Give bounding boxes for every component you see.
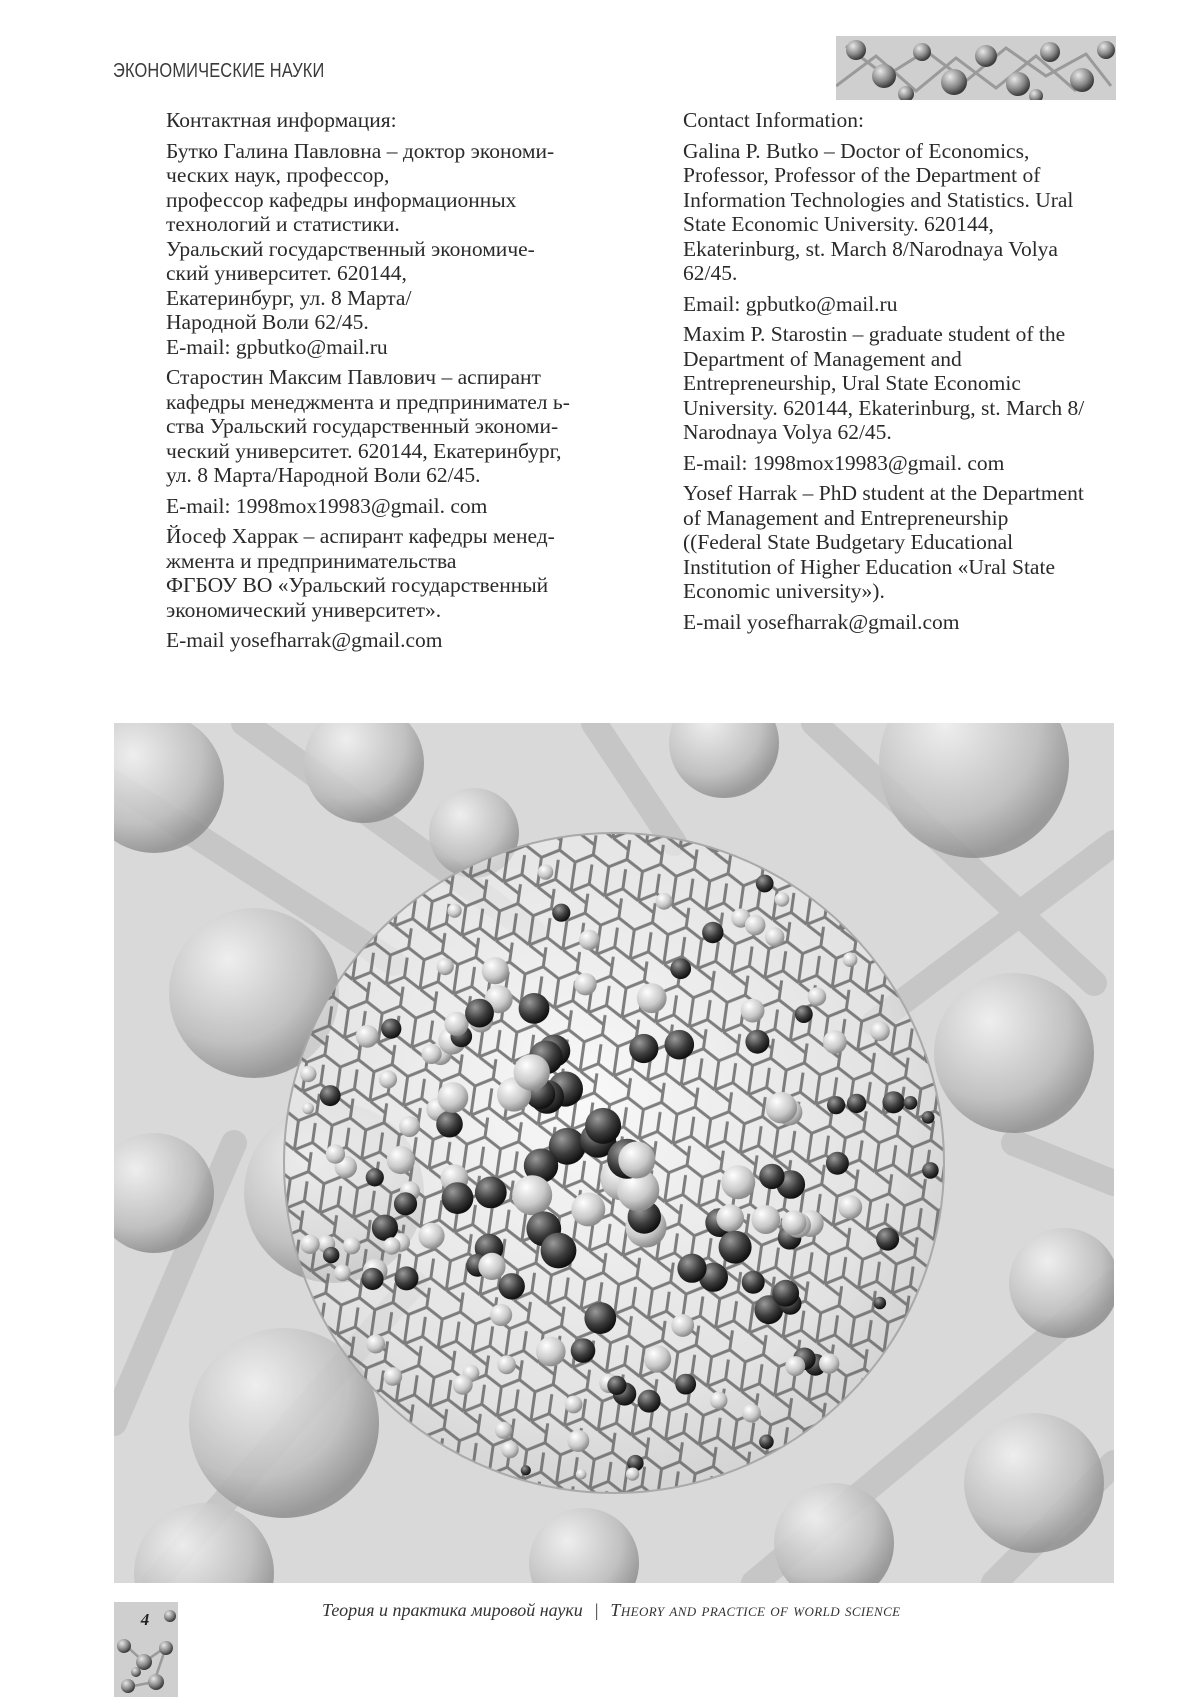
atom-sphere [495, 1422, 512, 1439]
atom-sphere [300, 1066, 316, 1082]
atom-sphere [436, 1111, 463, 1138]
atom-sphere [356, 1025, 379, 1048]
atom-sphere [442, 1182, 474, 1214]
text-line: Maxim P. Starostin – graduate student of the [683, 322, 1066, 346]
header-molecule-image [836, 36, 1116, 100]
text-line: экономический университет». [166, 597, 442, 622]
ru-contact-starostin [166, 365, 686, 488]
atom-sphere [482, 957, 509, 984]
en-email-butko: Email: gpbutko@mail.ru [683, 291, 898, 316]
atom-sphere [721, 1165, 755, 1199]
atom-sphere [366, 1335, 385, 1354]
atom-sphere [383, 1237, 400, 1254]
atom-sphere [490, 1304, 512, 1326]
en-email-harrak: E-mail yosefharrak@gmail.com [683, 609, 960, 634]
atom-sphere [677, 1254, 706, 1283]
atom-sphere [618, 1142, 655, 1179]
text-line: жмента и предпринимательства [166, 548, 457, 573]
atom-sphere [656, 893, 673, 910]
atom-sphere [826, 1152, 849, 1175]
text-line: ФГБОУ ВО «Уральский государственный [166, 573, 549, 597]
atom-sphere [742, 1404, 761, 1423]
text-line: Ekaterinburg, st. March 8/Narodnaya Volya [683, 236, 1058, 261]
atom-sphere [745, 1030, 769, 1054]
fullerene-molecule-illustration [114, 723, 1114, 1583]
atom-sphere [675, 1374, 696, 1395]
text-line: ((Federal State Budgetary Educational [683, 530, 1014, 554]
atom-sphere [772, 1280, 799, 1307]
text-line: Information Technologies and Statistics. Ural [683, 187, 1074, 212]
atom-sphere [670, 958, 691, 979]
atom-sphere [571, 1338, 596, 1363]
text-line: Economic university»). [683, 579, 885, 603]
atom-sphere [756, 875, 774, 893]
footer-separator: | [594, 1600, 599, 1620]
text-line: Entrepreneurship, Ural State Economic [683, 371, 1021, 395]
atom-sphere [629, 1034, 658, 1063]
text-line: ул. 8 Марта/Народной Воли 62/45. [166, 463, 481, 487]
atom-sphere [870, 1022, 890, 1042]
atom-sphere [766, 1092, 797, 1123]
journal-title-en: Theory and practice of world science [610, 1600, 901, 1620]
atom-sphere [302, 1103, 314, 1115]
text-line: технологий и статистики. [166, 212, 400, 236]
text-line: 62/45. [683, 261, 738, 285]
atom-sphere [759, 1435, 774, 1450]
atom-sphere [626, 1468, 639, 1481]
atom-sphere [574, 973, 596, 995]
atom-sphere [438, 1082, 469, 1113]
section-title: ЭКОНОМИЧЕСКИЕ НАУКИ [113, 60, 325, 82]
atom-sphere [538, 864, 553, 879]
atom-sphere [343, 1237, 360, 1254]
email-text: E-mail: gpbutko@mail.ru [166, 334, 388, 359]
atom-sphere [372, 1215, 398, 1241]
atom-sphere [719, 1231, 752, 1264]
text-line: Narodnaya Volya 62/45. [683, 420, 892, 444]
atom-sphere [584, 1302, 616, 1334]
text-line: of Management and Entrepreneurship [683, 505, 1009, 530]
atom-sphere [366, 1168, 384, 1186]
atom-sphere [453, 1375, 473, 1395]
atom-sphere [827, 1096, 845, 1114]
text-line: University. 620144, Ekaterinburg, st. March 8/ [683, 395, 1085, 420]
journal-title-ru: Теория и практика мировой науки [322, 1600, 583, 1620]
atom-sphere [576, 1469, 587, 1480]
atom-sphere [741, 999, 765, 1023]
atom-sphere [444, 1012, 468, 1036]
atom-sphere [819, 1353, 839, 1373]
text-line: Бутко Галина Павловна – доктор экономи- [166, 138, 555, 163]
atom-sphere [552, 904, 570, 922]
atom-sphere [607, 1376, 626, 1395]
en-contact-starostin [683, 322, 1123, 445]
atom-sphere [387, 1146, 415, 1174]
text-line: ский университет. 620144, [166, 261, 407, 285]
atom-sphere [381, 1019, 401, 1039]
atom-sphere [418, 1223, 444, 1249]
atom-sphere [384, 1367, 403, 1386]
text-line: Старостин Максим Павлович – аспирант [166, 365, 541, 389]
atom-sphere [823, 1030, 847, 1054]
page-number: 4 [140, 1610, 150, 1629]
atom-sphere [512, 1175, 552, 1215]
atom-sphere [541, 1233, 577, 1269]
atom-sphere [874, 1297, 887, 1310]
text-line: профессор кафедры информационных [166, 187, 517, 212]
atom-sphere [320, 1085, 341, 1106]
text-line: Galina P. Butko – Doctor of Economics, [683, 138, 1030, 163]
atom-sphere [514, 1054, 550, 1090]
atom-sphere [665, 1030, 695, 1060]
atom-sphere [808, 987, 827, 1006]
atom-sphere [571, 1192, 605, 1226]
en-contact-harrak [683, 481, 1123, 604]
ru-email-starostin: E-mail: 1998mox19983@gmail. com [166, 493, 488, 518]
atom-sphere [638, 1390, 661, 1413]
atom-sphere [710, 1392, 728, 1410]
atom-sphere [752, 1205, 781, 1234]
atom-sphere [795, 1005, 813, 1023]
atom-sphere [326, 1144, 345, 1163]
atom-sphere [644, 1345, 671, 1372]
atom-sphere [716, 1204, 744, 1232]
ru-heading: Контактная информация: [166, 108, 397, 132]
en-contact-butko [683, 139, 1123, 286]
atom-sphere [637, 983, 667, 1013]
atom-sphere [922, 1111, 935, 1124]
contact-info-russian [166, 108, 686, 659]
atom-sphere [519, 993, 550, 1024]
atom-sphere [395, 1266, 419, 1290]
text-line: Yosef Harrak – PhD student at the Department [683, 481, 1084, 505]
atom-sphere [702, 922, 723, 943]
atom-sphere [785, 1356, 805, 1376]
atom-sphere [838, 1195, 862, 1219]
text-line: ческий университет. 620144, Екатеринбург, [166, 438, 562, 463]
text-line: ства Уральский государственный экономи- [166, 414, 559, 438]
text-line: Institution of Higher Education «Ural State [683, 554, 1055, 579]
atom-sphere [501, 1441, 518, 1458]
text-line: Уральский государственный экономиче- [166, 236, 535, 261]
atom-sphere [882, 1091, 904, 1113]
atom-sphere [399, 1116, 420, 1137]
atom-sphere [782, 1210, 807, 1235]
atom-sphere [422, 1044, 442, 1064]
atom-sphere [847, 1094, 866, 1113]
contact-info-english [683, 108, 1123, 640]
text-line: кафедры менеджмента и предпринимател ь- [166, 389, 570, 414]
atom-sphere [904, 1096, 918, 1110]
text-line: Екатеринбург, ул. 8 Марта/ [166, 285, 412, 310]
text-line: Народной Воли 62/45. [166, 310, 369, 334]
atom-sphere [759, 1164, 784, 1189]
atom-sphere [379, 1070, 397, 1088]
atom-sphere [579, 930, 600, 951]
text-line: ческих наук, профессор, [166, 163, 390, 187]
atom-sphere [742, 1271, 765, 1294]
atom-sphere [323, 1247, 339, 1263]
ru-contact-harrak [166, 524, 686, 622]
atom-sphere [765, 927, 784, 946]
atom-sphere [361, 1268, 383, 1290]
atom-sphere [745, 915, 766, 936]
atom-sphere [437, 958, 454, 975]
atom-sphere [843, 952, 858, 967]
en-heading: Contact Information: [683, 108, 864, 132]
text-line: Professor, Professor of the Department of [683, 163, 1041, 187]
text-line: Йосеф Харрак – аспирант кафедры менед- [166, 524, 555, 548]
atom-sphere [671, 1314, 694, 1337]
ru-email-harrak: E-mail yosefharrak@gmail.com [166, 628, 443, 652]
atom-sphere [499, 1273, 525, 1299]
atom-sphere [475, 1177, 507, 1209]
atom-sphere [334, 1265, 351, 1282]
atom-sphere [478, 1253, 505, 1280]
atom-sphere [497, 1355, 516, 1374]
atom-sphere [876, 1228, 899, 1251]
atom-sphere [394, 1192, 417, 1215]
text-line: Department of Management and [683, 346, 962, 371]
atom-sphere [922, 1162, 939, 1179]
atom-sphere [775, 892, 790, 907]
atom-sphere [567, 1430, 589, 1452]
atom-sphere [565, 1396, 583, 1414]
atom-sphere [300, 1235, 319, 1254]
atom-sphere [465, 999, 494, 1028]
text-line: State Economic University. 620144, [683, 212, 994, 236]
ru-contact-butko [166, 139, 686, 360]
atom-sphere [448, 904, 462, 918]
atom-sphere [521, 1465, 531, 1475]
en-email-starostin: E-mail: 1998mox19983@gmail. com [683, 450, 1005, 475]
atom-sphere [585, 1108, 621, 1144]
atom-sphere [536, 1337, 566, 1367]
journal-footer [322, 1600, 900, 1621]
